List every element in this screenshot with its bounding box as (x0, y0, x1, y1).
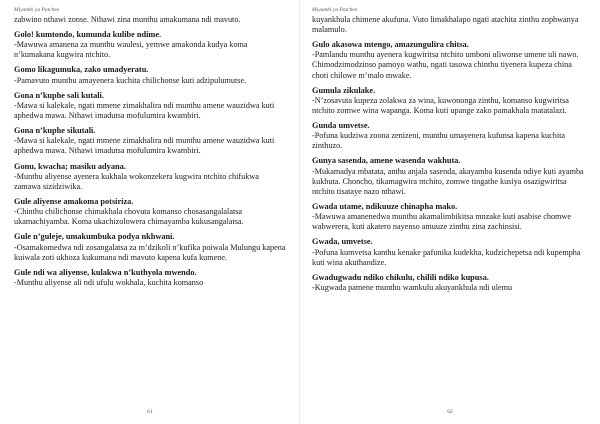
proverb-meaning: -Mawuwa amanena za munthu waulesi, yemwe amakonda kudya koma n’kumakana kugwira ntchito. (14, 40, 248, 60)
proverb-meaning: -Pamlandu munthu ayenera kugwiritsa ntchito umboni uliwonse umene uli nawo. Chimodzimodzinso pamoyo wathu, ngati tasowa chinthu tiyenera kupeza china choti chilowe m’malo mwake. (312, 50, 579, 80)
proverb-entry (14, 91, 286, 121)
running-head: Miyambi ya Patchee (14, 7, 60, 13)
proverb-heading: Gule n’guleje, umakumbuka podya nkhwani. (14, 232, 175, 242)
proverb-heading: Golo! kumtondo, kumunda kulibe ndime. (14, 30, 162, 40)
proverb-heading: Gule aliyense amakoma potsiriza. (14, 196, 134, 206)
proverb-meaning: -Pofuna kumvetsa kanthu kenake pafunika kudekha, kudzichepetsa ndi kupempha kuti wina akuthandize. (312, 247, 581, 267)
page-number: 61 (147, 409, 153, 415)
proverb-heading: Gona n’kuphe sikutali. (14, 126, 96, 136)
proverb-meaning: -Pamavuto munthu amayenera kuchita chilichonse kuti adzipulumutse. (14, 75, 247, 85)
proverb-heading: Gunya sasenda, amene wasenda wakhuta. (312, 156, 461, 166)
proverb-meaning: -N’zosavuta kupeza zolakwa za wina, kuwononga zinthu, komanso kugwiritsa ntchito zomwe wina wapanga. Koma kuti upange zako pamakhala matatalazi. (312, 95, 569, 115)
proverb-meaning: -Chinthu chilichonse chimakhala chovuta komanso chosasangalalatsa ukamachiyamba. Koma ukachizolowera chimayamba kukusangalatsa. (14, 207, 244, 227)
proverb-entry (14, 268, 286, 288)
proverb-meaning: -Mawa si kalekale, ngati mmene zimakhalira ndi munthu amene wauzidwa kuti aphedwa mawa. Nthawi imadutsa mofulumira kwambiri. (14, 136, 275, 156)
page-number: 62 (447, 409, 453, 415)
proverb-meaning: -Mukamadya mbatata, anthu anjala sasenda, akayamba kusenda ndiye kuti ayamba kukhuta. Choncho, tikamagwira ntchito, zomwe tingathe kusiya osazigwiritsa ntchito tisataye nazo nthawi. (312, 166, 584, 196)
proverb-entry (14, 30, 286, 60)
proverb-meaning: -Munthu aliyense ayenera kukhala wokonzekera kugwira ntchito chifukwa zamawa sizidziwika. (14, 171, 259, 191)
running-head: Miyambi ya Patchee (312, 7, 358, 13)
proverb-heading: Gomo likagumuka, zako umadyeratu. (14, 65, 149, 75)
proverb-meaning: -Osamakomedwa ndi zosangalatsa za m’dzikoli n’kufika poiwala Mulungu kapena kuiwala zoti ukhoza kukumana ndi mavuto kapena kufa kumene. (14, 242, 286, 262)
proverb-heading: Gona n’kuphe sali kutali. (14, 90, 104, 100)
proverb-list (14, 30, 286, 288)
proverb-heading: Gwadugwadu ndiko chikulu, chilili ndiko kupusa. (312, 272, 489, 282)
right-page-body (312, 15, 586, 293)
proverb-heading: Gonu, kwacha; masiku adyana. (14, 161, 126, 171)
continuation-text: kuyankhula chimene akufuna. Vuto limakhalapo ngati atachita zinthu zophwanya malamulo. (312, 15, 579, 35)
continuation-text: zabwino nthawi zonse. Nthawi zina munthu amakumana ndi mavuto. (14, 15, 241, 24)
proverb-entry (312, 121, 586, 151)
proverb-meaning: -Kugwada pamene munthu wamkulu akuyankhula ndi ulemu (312, 282, 513, 292)
proverb-entry (312, 273, 586, 293)
proverb-heading: Gwada, umvetse. (312, 237, 373, 247)
proverb-meaning: -Mawa si kalekale, ngati mmene zimakhalira ndi munthu amene wauzidwa kuti aphedwa mawa. Nthawi imadutsa mofulumira kwambiri. (14, 100, 275, 121)
proverb-heading: Gunda umvetse. (312, 121, 370, 131)
right-page (300, 0, 600, 424)
proverb-meaning: -Munthu aliyense ali ndi ufulu wokhala, kuchita komanso (14, 277, 204, 287)
proverb-entry (14, 65, 286, 85)
proverb-entry (14, 197, 286, 227)
proverb-entry (312, 237, 586, 267)
proverb-heading: Gwada utame, ndikuuze chinapha mako. (312, 201, 458, 211)
proverb-entry (312, 40, 586, 80)
proverb-entry (14, 162, 286, 192)
proverb-heading: Gulo akasowa mtengo, amazungulira chitsa. (312, 40, 469, 50)
proverb-meaning: -Pofuna kudziwa zoona zenizeni, munthu umayenera kufunsa kapena kuchita zinthuzo. (312, 131, 566, 151)
proverb-entry (14, 232, 286, 262)
left-page-body (14, 15, 286, 288)
proverb-list (312, 40, 586, 293)
proverb-meaning: -Mawuwa amanenedwa munthu akamalimbikitsa mnzake kuti asabise chomwe wabwerera, kuti akatero nayenso amuuze zinthu zina zachinsisi. (312, 212, 571, 232)
proverb-heading: Gule ndi wa aliyense, kulakwa n’kuthyola mwendo. (14, 267, 197, 277)
proverb-entry (14, 126, 286, 156)
proverb-entry (312, 202, 586, 232)
proverb-heading: Gumula zikulake. (312, 85, 376, 95)
proverb-entry (312, 156, 586, 196)
proverb-entry (312, 86, 586, 116)
